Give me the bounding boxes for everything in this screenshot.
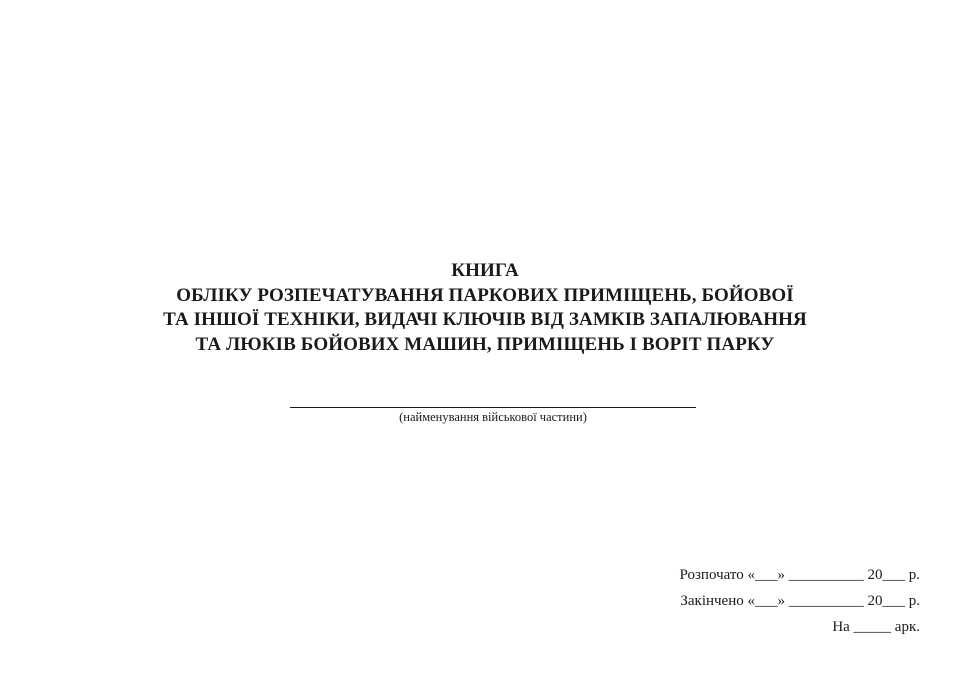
- title-line-3: ТА ІНШОЇ ТЕХНІКИ, ВИДАЧІ КЛЮЧІВ ВІД ЗАМКІВ ЗАПАЛЮВАННЯ: [163, 309, 807, 330]
- sheet-count-line: На _____ арк.: [832, 619, 920, 635]
- unit-name-caption: (найменування військової частини): [399, 410, 587, 424]
- unit-name-blank-line: [290, 393, 696, 408]
- title-line-1: КНИГА: [451, 260, 519, 281]
- title-line-2: ОБЛІКУ РОЗПЕЧАТУВАННЯ ПАРКОВИХ ПРИМІЩЕНЬ, БОЙОВОЇ: [176, 284, 794, 306]
- military-unit-field: [290, 393, 696, 425]
- finished-date-line: Закінчено «___» __________ 20___ р.: [680, 593, 920, 609]
- started-date-line: Розпочато «___» __________ 20___ р.: [679, 567, 920, 583]
- title-line-4: ТА ЛЮКІВ БОЙОВИХ МАШИН, ПРИМІЩЕНЬ І ВОРІТ ПАРКУ: [195, 333, 775, 355]
- record-dates: [680, 562, 920, 640]
- document-title: [0, 259, 970, 357]
